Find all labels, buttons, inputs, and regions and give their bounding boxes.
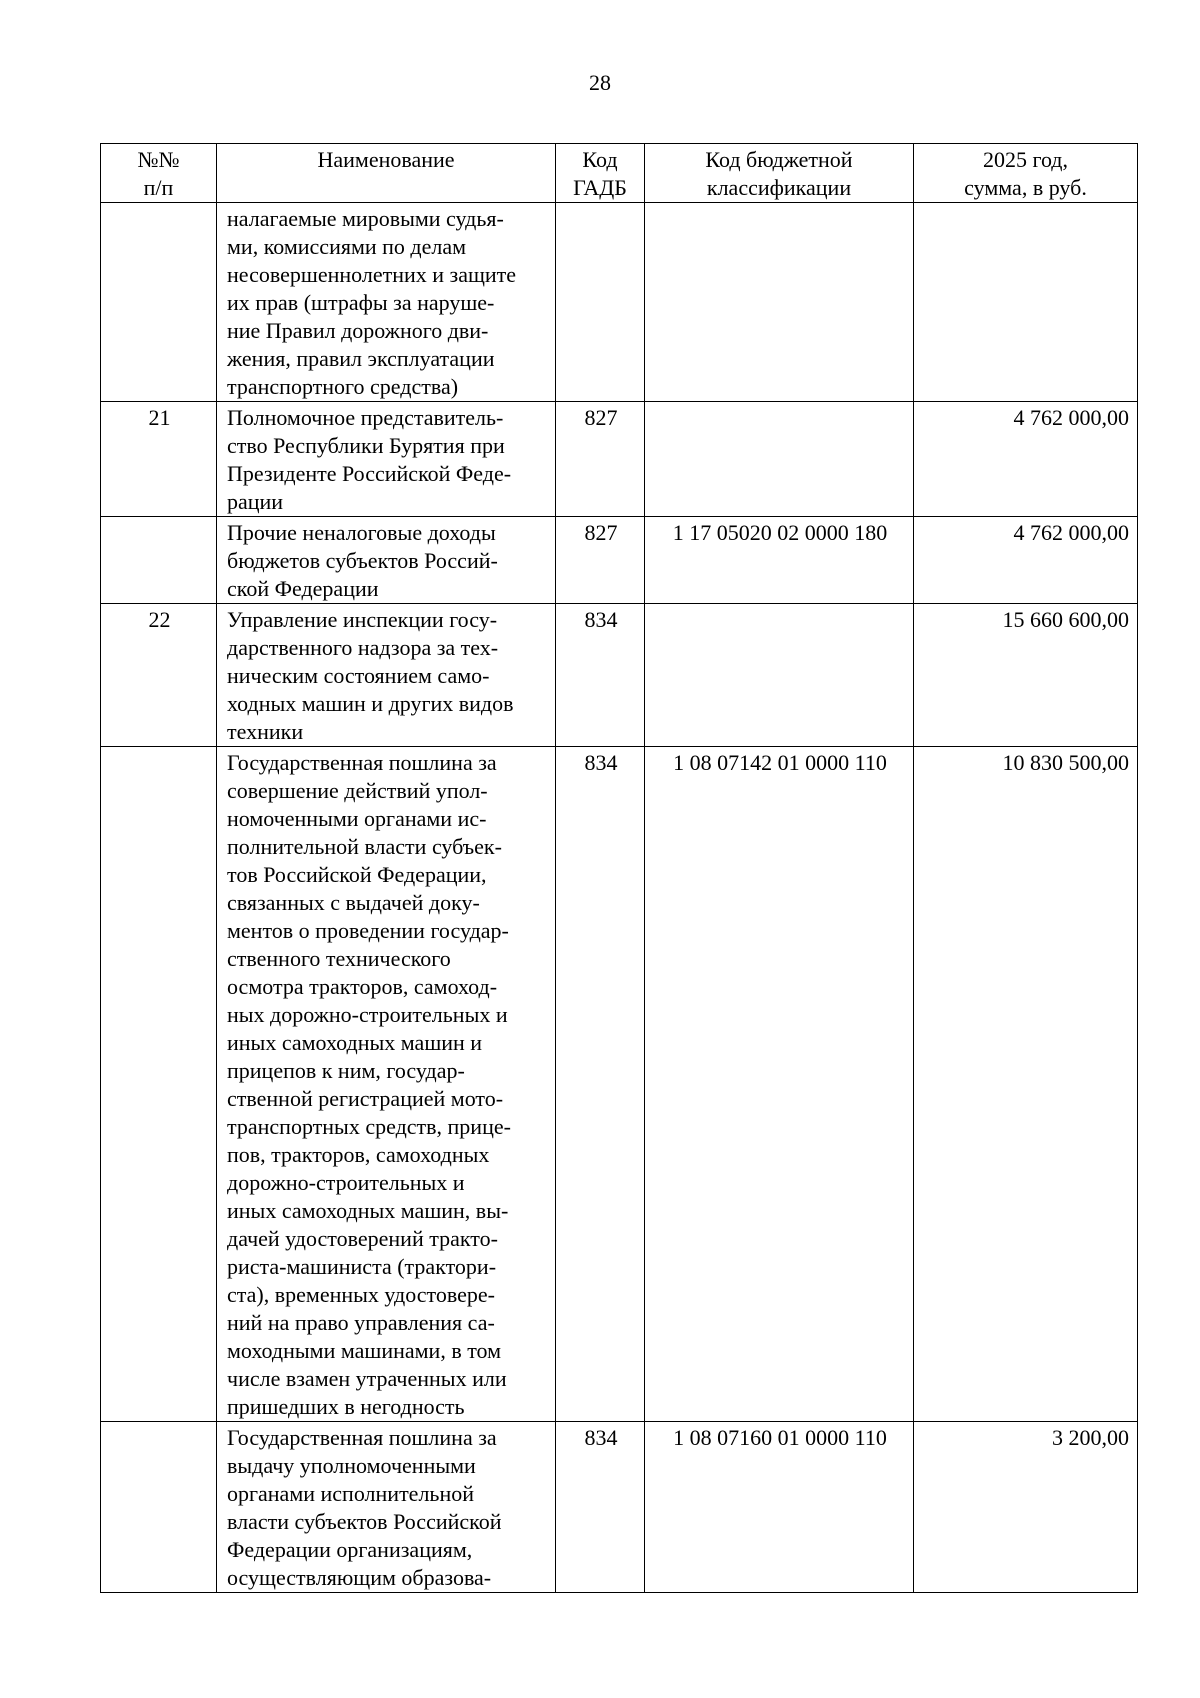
- cell-name-line: пов, тракторов, самоходных: [227, 1142, 490, 1167]
- cell-sum: [914, 203, 1138, 402]
- cell-name-line: органами исполнительной: [227, 1481, 475, 1506]
- cell-name: [217, 402, 556, 517]
- cell-kbk: 1 08 07142 01 0000 110: [645, 747, 914, 1422]
- cell-kbk: 1 17 05020 02 0000 180: [645, 517, 914, 604]
- cell-name-line: иных самоходных машин, вы-: [227, 1198, 509, 1223]
- cell-gadb: 834: [556, 1422, 645, 1593]
- header-num: [101, 144, 217, 203]
- cell-name-line: ственного технического: [227, 946, 451, 971]
- cell-gadb: [556, 203, 645, 402]
- cell-name-line: тов Российской Федерации,: [227, 862, 487, 887]
- header-gadb-line: ГАДБ: [573, 175, 627, 200]
- header-num-line: п/п: [143, 175, 174, 200]
- table-row: [101, 747, 1138, 1422]
- table-body: [101, 203, 1138, 1593]
- page-number: 28: [589, 70, 611, 95]
- header-sum: [914, 144, 1138, 203]
- cell-name-line: дарственного надзора за тех-: [227, 635, 499, 660]
- header-sum-line: 2025 год,: [982, 147, 1069, 172]
- cell-kbk: [645, 402, 914, 517]
- cell-num: 22: [101, 604, 217, 747]
- cell-name-line: ний на право управления са-: [227, 1310, 495, 1335]
- cell-kbk: [645, 203, 914, 402]
- cell-name-line: транспортных средств, прице-: [227, 1114, 511, 1139]
- cell-kbk: 1 08 07160 01 0000 110: [645, 1422, 914, 1593]
- cell-name-line: Федерации организациям,: [227, 1537, 473, 1562]
- header-kbk: [645, 144, 914, 203]
- cell-name-line: Прочие неналоговые доходы: [227, 520, 496, 545]
- cell-sum: 15 660 600,00: [914, 604, 1138, 747]
- cell-sum: 3 200,00: [914, 1422, 1138, 1593]
- cell-gadb: 827: [556, 517, 645, 604]
- cell-name-line: власти субъектов Российской: [227, 1509, 502, 1534]
- cell-name-line: ных дорожно-строительных и: [227, 1002, 508, 1027]
- cell-gadb: 834: [556, 747, 645, 1422]
- cell-name-line: дачей удостоверений тракто-: [227, 1226, 498, 1251]
- cell-name-line: ходных машин и других видов: [227, 691, 514, 716]
- cell-name-line: ста), временных удостовере-: [227, 1282, 495, 1307]
- cell-name-line: дорожно-строительных и: [227, 1170, 465, 1195]
- cell-name-line: ние Правил дорожного дви-: [227, 318, 489, 343]
- table-row: [101, 203, 1138, 402]
- table-row: [101, 1422, 1138, 1593]
- cell-name-line: осуществляющим образова-: [227, 1565, 492, 1590]
- cell-name: [217, 747, 556, 1422]
- cell-name-line: бюджетов субъектов Россий-: [227, 548, 498, 573]
- cell-name: [217, 517, 556, 604]
- cell-name-line: осмотра тракторов, самоход-: [227, 974, 498, 999]
- cell-name-line: ственной регистрацией мото-: [227, 1086, 504, 1111]
- cell-name-line: прицепов к ним, государ-: [227, 1058, 465, 1083]
- cell-name-line: ническим состоянием само-: [227, 663, 490, 688]
- header-sum-line: сумма, в руб.: [964, 175, 1087, 200]
- cell-name-line: ментов о проведении государ-: [227, 918, 509, 943]
- cell-name-line: их прав (штрафы за наруше-: [227, 290, 495, 315]
- cell-kbk: [645, 604, 914, 747]
- cell-name-line: номоченными органами ис-: [227, 806, 487, 831]
- cell-name-line: пришедших в негодность: [227, 1394, 465, 1419]
- cell-name-line: Президенте Российской Феде-: [227, 461, 512, 486]
- cell-name-line: транспортного средства): [227, 374, 459, 399]
- cell-num: 21: [101, 402, 217, 517]
- cell-gadb: 834: [556, 604, 645, 747]
- cell-name-line: Полномочное представитель-: [227, 405, 504, 430]
- cell-name-line: риста-машиниста (трактори-: [227, 1254, 497, 1279]
- budget-revenue-table: [100, 143, 1138, 1593]
- cell-name-line: иных самоходных машин и: [227, 1030, 483, 1055]
- cell-name-line: совершение действий упол-: [227, 778, 488, 803]
- cell-name-line: ми, комиссиями по делам: [227, 234, 467, 259]
- cell-name-line: рации: [227, 489, 284, 514]
- cell-sum: 10 830 500,00: [914, 747, 1138, 1422]
- table-header-row: [101, 144, 1138, 203]
- cell-name-line: ской Федерации: [227, 576, 379, 601]
- cell-name-line: жения, правил эксплуатации: [227, 346, 495, 371]
- cell-name-line: несовершеннолетних и защите: [227, 262, 517, 287]
- cell-name-line: числе взамен утраченных или: [227, 1366, 507, 1391]
- cell-num: [101, 747, 217, 1422]
- cell-name-line: Государственная пошлина за: [227, 1425, 497, 1450]
- cell-name-line: связанных с выдачей доку-: [227, 890, 480, 915]
- header-gadb-line: Код: [582, 147, 618, 172]
- cell-name-line: налагаемые мировыми судья-: [227, 206, 504, 231]
- table-row: [101, 517, 1138, 604]
- cell-name: [217, 1422, 556, 1593]
- cell-sum: 4 762 000,00: [914, 517, 1138, 604]
- header-name-line: Наименование: [317, 147, 455, 172]
- cell-name: [217, 604, 556, 747]
- cell-num: [101, 517, 217, 604]
- header-num-line: №№: [137, 147, 180, 172]
- header-gadb: [556, 144, 645, 203]
- cell-name-line: Управление инспекции госу-: [227, 607, 498, 632]
- cell-num: [101, 1422, 217, 1593]
- cell-name-line: полнительной власти субъек-: [227, 834, 502, 859]
- cell-sum: 4 762 000,00: [914, 402, 1138, 517]
- cell-name: [217, 203, 556, 402]
- cell-name-line: ство Республики Бурятия при: [227, 433, 505, 458]
- cell-name-line: Государственная пошлина за: [227, 750, 497, 775]
- header-name: [217, 144, 556, 203]
- cell-name-line: выдачу уполномоченными: [227, 1453, 476, 1478]
- cell-gadb: 827: [556, 402, 645, 517]
- cell-name-line: техники: [227, 719, 304, 744]
- table-row: [101, 402, 1138, 517]
- header-kbk-line: классификации: [706, 175, 852, 200]
- header-kbk-line: Код бюджетной: [705, 147, 853, 172]
- table-row: [101, 604, 1138, 747]
- cell-num: [101, 203, 217, 402]
- cell-name-line: моходными машинами, в том: [227, 1338, 502, 1363]
